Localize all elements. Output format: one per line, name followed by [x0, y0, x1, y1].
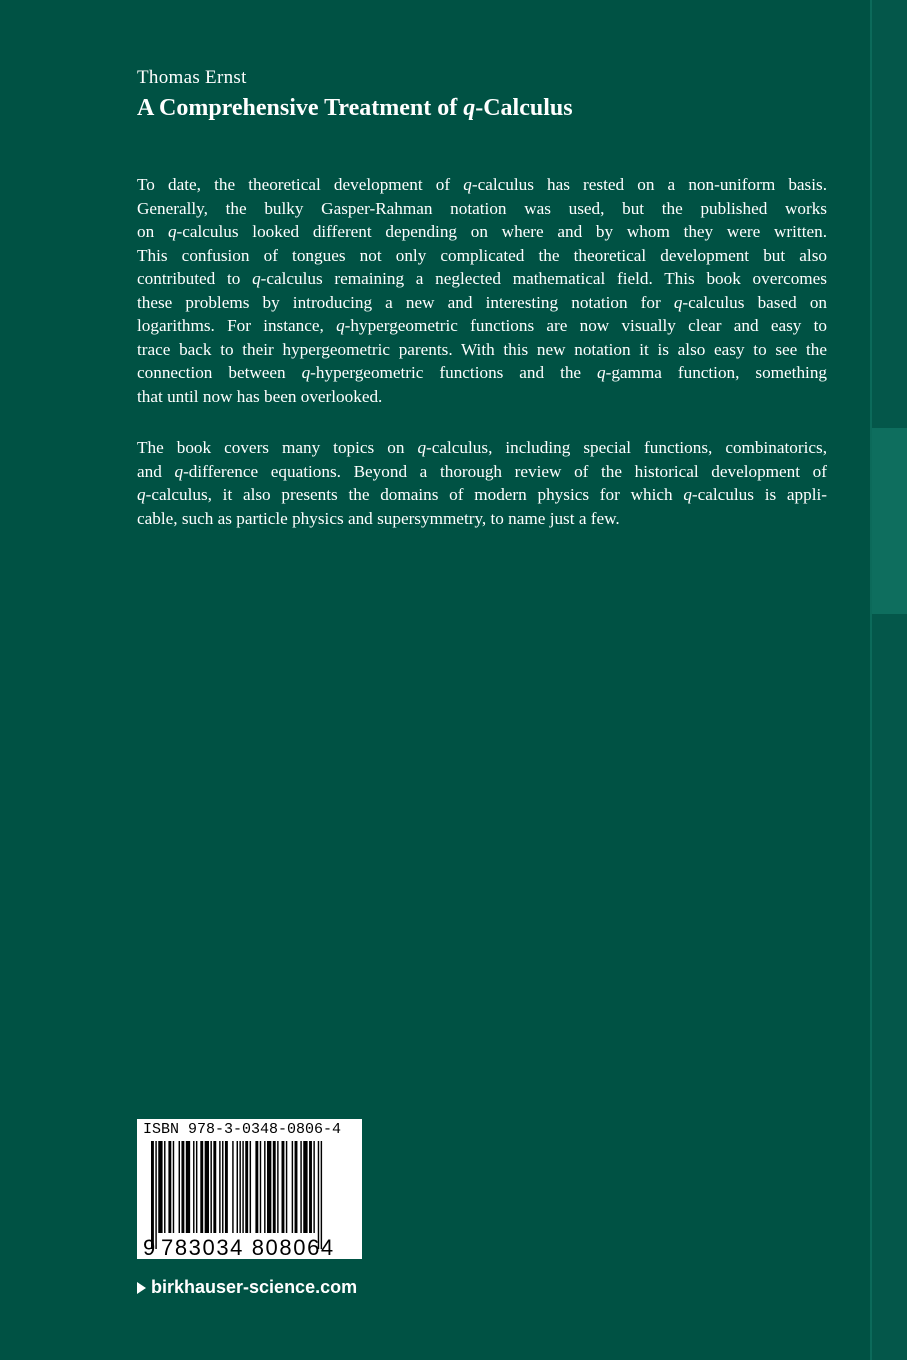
blurb-p1-line: This confusion of tongues not only complicated the theoretical development but also	[137, 245, 827, 265]
barcode-bar	[193, 1141, 194, 1233]
barcode-bar	[239, 1141, 240, 1233]
barcode-bar	[300, 1141, 301, 1233]
barcode-bar	[158, 1141, 162, 1233]
isbn-barcode	[137, 1119, 362, 1259]
barcode-bar	[205, 1141, 209, 1233]
barcode-bar	[219, 1141, 220, 1233]
blurb-p1-line: logarithms. For instance, q-hypergeometric functions are now visually clear and easy to	[137, 316, 827, 335]
barcode-bar	[267, 1141, 271, 1233]
blurb-p1-line: contributed to q-calculus remaining a neglected mathematical field. This book overcomes	[137, 269, 827, 288]
blurb-p1-line: on q-calculus looked different depending on where and by whom they were written.	[137, 222, 828, 241]
barcode-bar	[250, 1141, 251, 1233]
triangle-right-icon	[137, 1282, 146, 1294]
blurb-p1-line: To date, the theoretical development of q-calculus has rested on a non-uniform basis.	[137, 175, 827, 194]
spine-edge	[872, 0, 907, 1360]
title-prefix: A Comprehensive Treatment of	[137, 95, 464, 121]
blurb-p2-line: The book covers many topics on q-calculus, including special functions, combinatorics,	[137, 438, 827, 457]
barcode-bar	[303, 1141, 307, 1233]
barcode-bar	[237, 1141, 238, 1233]
barcode-bar	[260, 1141, 261, 1233]
barcode-bar	[273, 1141, 276, 1233]
ean-first-digit: 9	[143, 1235, 156, 1260]
barcode-bar	[277, 1141, 278, 1233]
barcode-bar	[173, 1141, 174, 1233]
website-label: birkhauser-science.com	[151, 1277, 358, 1297]
barcode-bar	[242, 1141, 243, 1233]
barcode-bar	[151, 1141, 154, 1249]
barcode-bar	[282, 1141, 285, 1233]
blurb-p2-line: q-calculus, it also presents the domains of modern physics for which q-calculus is appli-	[137, 485, 827, 504]
blurb-p1-line: that until now has been overlooked.	[137, 386, 383, 406]
ean-digits: 783034 808064	[161, 1235, 335, 1260]
barcode-bar	[225, 1141, 228, 1233]
publisher-link[interactable]	[137, 1277, 357, 1298]
spine-band	[872, 428, 907, 614]
barcode-bar	[210, 1141, 211, 1233]
author-name: Thomas Ernst	[137, 67, 247, 88]
blurb-p1-line: connection between q-hypergeometric functions and the q-gamma function, something	[137, 363, 828, 382]
barcode-bar	[179, 1141, 180, 1233]
barcode-bar	[292, 1141, 293, 1233]
blurb-p1-line: Generally, the bulky Gasper-Rahman notation was used, but the published works	[137, 198, 827, 218]
barcode-bar	[313, 1141, 314, 1233]
barcode-bar	[318, 1141, 319, 1249]
blurb-p1-line: these problems by introducing a new and interesting notation for q-calculus based on	[137, 292, 828, 312]
barcode-bar	[186, 1141, 190, 1233]
barcode-bar	[213, 1141, 216, 1233]
blurb-p1-line: trace back to their hypergeometric parents. With this new notation it is also easy to see the	[137, 339, 827, 359]
barcode-bar	[200, 1141, 203, 1233]
title-suffix: -Calculus	[475, 95, 573, 121]
barcode-bar	[295, 1141, 298, 1233]
barcode-bar	[155, 1141, 156, 1249]
barcode-bar	[309, 1141, 312, 1233]
book-title	[137, 95, 573, 122]
barcode-bar	[222, 1141, 223, 1233]
barcode-bar	[164, 1141, 165, 1233]
blurb-paragraph-2	[137, 436, 827, 530]
barcode-bar	[232, 1141, 233, 1233]
blurb-paragraph-1	[137, 173, 827, 408]
barcode-bar	[181, 1141, 184, 1233]
blurb-p2-line: and q-difference equations. Beyond a thorough review of the historical development of	[137, 461, 827, 481]
barcode-bar	[245, 1141, 248, 1233]
barcode-bar	[255, 1141, 258, 1233]
barcode-bar	[286, 1141, 287, 1233]
isbn-label: ISBN 978-3-0348-0806-4	[143, 1121, 342, 1138]
blurb-p2-line: cable, such as particle physics and supersymmetry, to name just a few.	[137, 508, 620, 528]
barcode-bar	[321, 1141, 322, 1249]
barcode-bar	[264, 1141, 265, 1233]
barcode-bar	[168, 1141, 171, 1233]
title-q: q	[463, 95, 476, 121]
barcode-bar	[196, 1141, 197, 1233]
